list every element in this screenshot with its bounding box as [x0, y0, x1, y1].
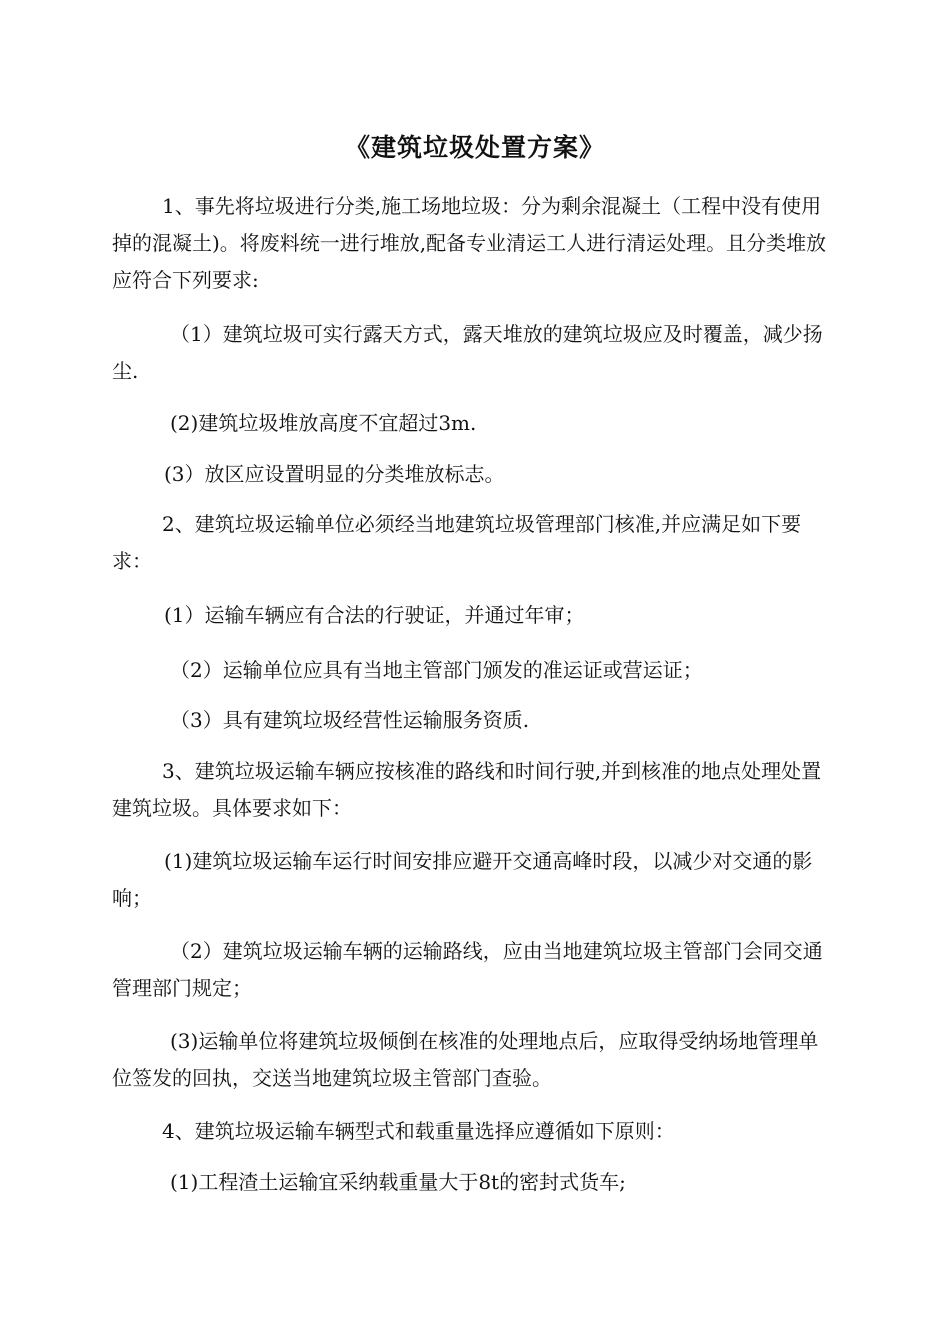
paragraph-2: 2、建筑垃圾运输单位必须经当地建筑垃圾管理部门核准,并应满足如下要求： — [112, 512, 802, 573]
paragraph-3-item-3: (3)运输单位将建筑垃圾倾倒在核准的处理地点后，应取得受纳场地管理单位签发的回执，交送当地建筑垃圾主管部门查验。 — [112, 1029, 819, 1090]
document-title: 《建筑垃圾处置方案》 — [344, 133, 605, 162]
paragraph-2-item-3: （3）具有建筑垃圾经营性运输服务资质. — [170, 708, 530, 732]
paragraph-4-item-1: (1)工程渣土运输宜采纳载重量大于8t的密封式货车; — [170, 1170, 626, 1194]
paragraph-1-item-1: （1）建筑垃圾可实行露天方式，露天堆放的建筑垃圾应及时覆盖，减少扬尘. — [112, 322, 823, 383]
paragraph-3-item-2: （2）建筑垃圾运输车辆的运输路线，应由当地建筑垃圾主管部门会同交通管理部门规定； — [112, 939, 823, 1000]
paragraph-3-item-1: (1)建筑垃圾运输车运行时间安排应避开交通高峰时段，以减少对交通的影响； — [112, 849, 813, 910]
paragraph-2-item-2: （2）运输单位应具有当地主管部门颁发的准运证或营运证； — [170, 658, 703, 682]
paragraph-1-item-3: (3）放区应设置明显的分类堆放标志。 — [164, 462, 505, 486]
paragraph-1-item-2: (2)建筑垃圾堆放高度不宜超过3m. — [170, 411, 477, 435]
paragraph-1: 1、事先将垃圾进行分类,施工场地垃圾：分为剩余混凝土（工程中没有使用掉的混凝土)。将废料统一进行堆放,配备专业清运工人进行清运处理。且分类堆放应符合下列要求: — [112, 194, 827, 292]
paragraph-2-item-1: (1）运输车辆应有合法的行驶证，并通过年审； — [164, 603, 585, 627]
paragraph-3: 3、建筑垃圾运输车辆应按核准的路线和时间行驶,并到核准的地点处理处置建筑垃圾。具体要求如下： — [112, 759, 822, 820]
paragraph-4: 4、建筑垃圾运输车辆型式和载重量选择应遵循如下原则： — [162, 1119, 675, 1143]
